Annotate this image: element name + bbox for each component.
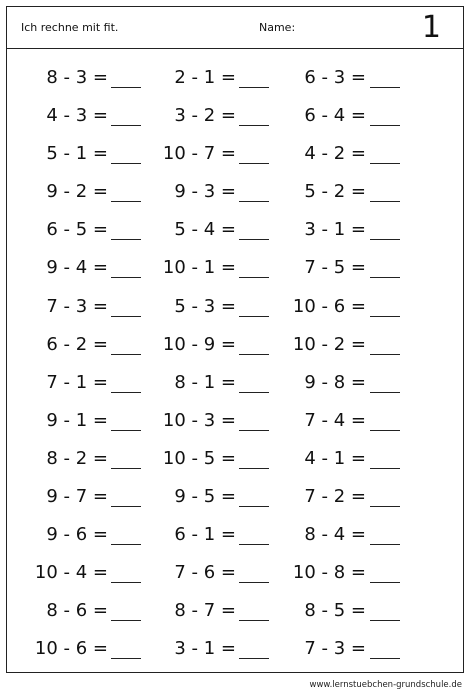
task-expression: 5 - 3 = <box>174 295 236 317</box>
task-expression: 9 - 6 = <box>46 524 108 546</box>
task-expression: 7 - 3 = <box>46 295 108 317</box>
task-row <box>7 478 463 516</box>
answer-blank[interactable] <box>370 125 400 126</box>
answer-blank[interactable] <box>370 316 400 317</box>
task-row <box>7 440 463 478</box>
task-expression: 3 - 1 = <box>304 219 366 241</box>
task-expression: 9 - 3 = <box>174 181 236 203</box>
task-expression: 10 - 8 = <box>292 562 366 584</box>
subtraction-task <box>7 592 366 630</box>
task-expression: 7 - 3 = <box>304 638 366 660</box>
task-row <box>7 97 463 135</box>
task-expression: 4 - 3 = <box>46 105 108 127</box>
task-expression: 10 - 6 = <box>292 295 366 317</box>
task-row <box>7 135 463 173</box>
subtraction-task <box>7 59 366 97</box>
task-expression: 10 - 4 = <box>34 562 108 584</box>
task-expression: 10 - 6 = <box>34 638 108 660</box>
task-expression: 9 - 7 = <box>46 486 108 508</box>
task-expression: 8 - 7 = <box>174 600 236 622</box>
subtraction-task <box>7 554 366 592</box>
subtraction-task <box>7 440 366 478</box>
task-row <box>7 554 463 592</box>
subtraction-task <box>7 288 366 326</box>
task-expression: 8 - 2 = <box>46 447 108 469</box>
subtraction-task <box>7 326 366 364</box>
subtraction-task <box>7 364 366 402</box>
answer-blank[interactable] <box>370 239 400 240</box>
task-row <box>7 630 463 668</box>
task-row <box>7 592 463 630</box>
task-expression: 5 - 1 = <box>46 143 108 165</box>
task-expression: 7 - 5 = <box>304 257 366 279</box>
task-row <box>7 402 463 440</box>
task-expression: 8 - 6 = <box>46 600 108 622</box>
answer-blank[interactable] <box>370 163 400 164</box>
subtraction-task <box>7 97 366 135</box>
task-expression: 8 - 1 = <box>174 371 236 393</box>
answer-blank[interactable] <box>370 87 400 88</box>
task-expression: 6 - 1 = <box>174 524 236 546</box>
answer-blank[interactable] <box>370 506 400 507</box>
sheet-number: 1 <box>421 10 441 45</box>
answer-blank[interactable] <box>370 277 400 278</box>
task-expression: 5 - 4 = <box>174 219 236 241</box>
task-expression: 2 - 1 = <box>174 67 236 88</box>
task-expression: 6 - 4 = <box>304 105 366 127</box>
task-row <box>7 173 463 211</box>
subtraction-task <box>7 249 366 287</box>
task-expression: 10 - 3 = <box>162 409 236 431</box>
subtraction-task <box>7 402 366 440</box>
task-expression: 8 - 5 = <box>304 600 366 622</box>
answer-blank[interactable] <box>370 544 400 545</box>
task-expression: 5 - 2 = <box>304 181 366 203</box>
worksheet <box>6 6 464 673</box>
task-expression: 6 - 2 = <box>46 333 108 355</box>
task-expression: 7 - 1 = <box>46 371 108 393</box>
task-expression: 9 - 2 = <box>46 181 108 203</box>
answer-blank[interactable] <box>370 354 400 355</box>
task-expression: 8 - 4 = <box>304 524 366 546</box>
worksheet-header <box>7 7 463 49</box>
subtraction-task <box>7 630 366 668</box>
task-expression: 9 - 5 = <box>174 486 236 508</box>
subtraction-task <box>7 135 366 173</box>
task-expression: 10 - 1 = <box>162 257 236 279</box>
task-expression: 8 - 3 = <box>46 67 108 88</box>
footer-url: www.lernstuebchen-grundschule.de <box>309 680 462 690</box>
task-expression: 10 - 7 = <box>162 143 236 165</box>
subtraction-task <box>7 173 366 211</box>
task-expression: 9 - 4 = <box>46 257 108 279</box>
task-row <box>7 516 463 554</box>
task-expression: 10 - 2 = <box>292 333 366 355</box>
task-expression: 7 - 6 = <box>174 562 236 584</box>
task-row <box>7 364 463 402</box>
subtraction-task <box>7 211 366 249</box>
answer-blank[interactable] <box>370 392 400 393</box>
answer-blank[interactable] <box>370 201 400 202</box>
task-row <box>7 288 463 326</box>
task-expression: 9 - 8 = <box>304 371 366 393</box>
subtraction-task <box>7 516 366 554</box>
task-grid <box>7 59 463 669</box>
task-expression: 6 - 5 = <box>46 219 108 241</box>
worksheet-title: Ich rechne mit fit. <box>21 21 119 34</box>
task-expression: 3 - 2 = <box>174 105 236 127</box>
subtraction-task <box>7 478 366 516</box>
answer-blank[interactable] <box>370 620 400 621</box>
task-expression: 6 - 3 = <box>304 67 366 88</box>
answer-blank[interactable] <box>370 582 400 583</box>
task-row <box>7 59 463 97</box>
task-expression: 3 - 1 = <box>174 638 236 660</box>
task-expression: 4 - 2 = <box>304 143 366 165</box>
task-expression: 10 - 5 = <box>162 447 236 469</box>
task-row <box>7 326 463 364</box>
task-expression: 7 - 2 = <box>304 486 366 508</box>
answer-blank[interactable] <box>370 468 400 469</box>
task-expression: 10 - 9 = <box>162 333 236 355</box>
answer-blank[interactable] <box>370 430 400 431</box>
name-label: Name: <box>259 21 296 34</box>
task-row <box>7 249 463 287</box>
task-row <box>7 211 463 249</box>
task-expression: 9 - 1 = <box>46 409 108 431</box>
task-expression: 4 - 1 = <box>304 447 366 469</box>
task-expression: 7 - 4 = <box>304 409 366 431</box>
answer-blank[interactable] <box>370 658 400 659</box>
